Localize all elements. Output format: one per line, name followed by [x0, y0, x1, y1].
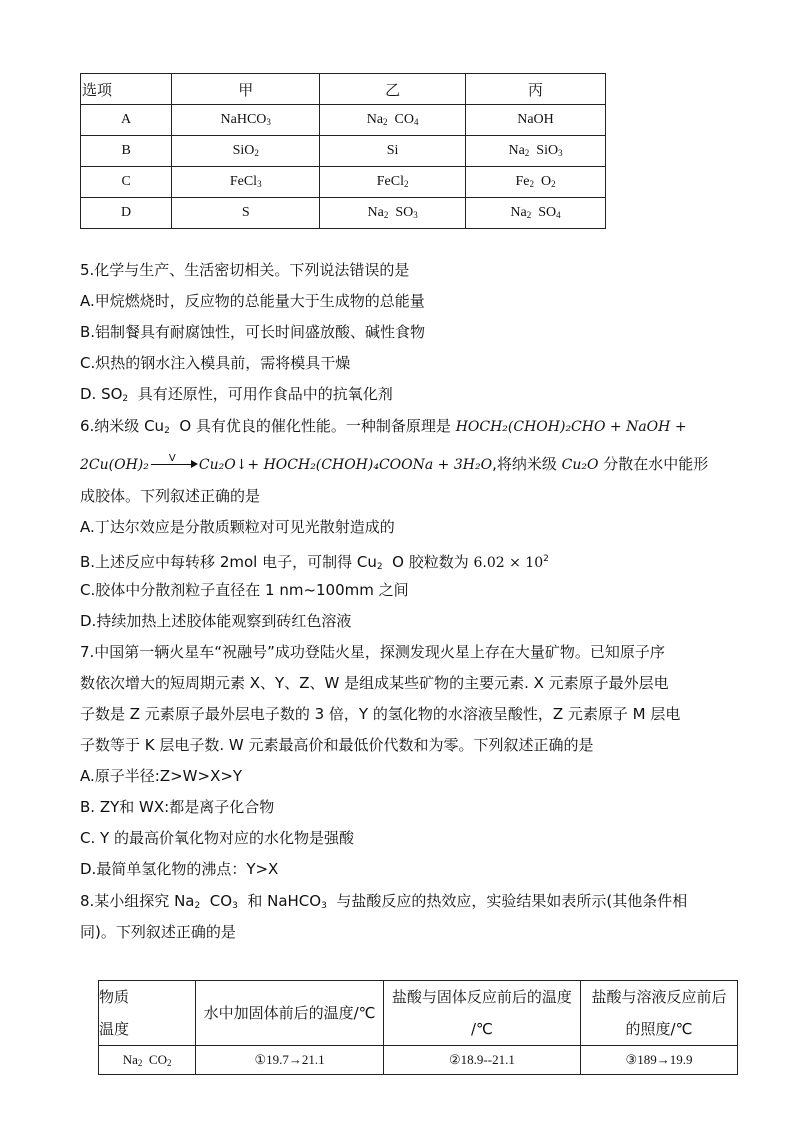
header-cell-acid-solution-temp: 盐酸与溶液反应前后 的照度/℃	[581, 981, 738, 1046]
q8-stem-line-2: 同)。下列叙述正确的是	[80, 923, 236, 941]
q7-stem-line-3: 子数是 Z 元素原子最外层电子数的 3 倍，Y 的氢化物的水溶液呈酸性，Z 元素原子 M 层电	[80, 705, 681, 723]
q7-option-b: B. ZY和 WX:都是离子化合物	[80, 798, 275, 816]
row-label: A	[81, 105, 172, 136]
formula-cell: NaHCO$_3$	[172, 105, 320, 136]
q5-option-d: D. $SO_2$ 具有还原性，可用作食品中的抗氧化剂	[80, 385, 393, 404]
q7-option-a: A.原子半径:Z>W>X>Y	[80, 767, 243, 785]
formula-cell: SiO$_2$	[172, 136, 320, 167]
formula-cell: Si	[320, 136, 466, 167]
q6-option-c: C.胶体中分散剂粒子直径在 1 nm~100mm 之间	[80, 581, 409, 599]
options-table-header	[81, 74, 606, 105]
formula-cell: $Na_2$ $SO_3$	[320, 198, 466, 229]
q5-option-c: C.炽热的钢水注入模具前，需将模具干燥	[80, 354, 351, 372]
formula-cell: $Na_2$ $SO_4$	[466, 198, 606, 229]
q6-option-b: B.上述反应中每转移 2mol 电子，可制得 $Cu_2$ O 胶粒数为 $6.02 \times 10^2$	[80, 553, 549, 572]
reaction-arrow-icon: V	[149, 455, 199, 475]
header-cell-water-temp: 水中加固体前后的温度/℃	[196, 981, 384, 1046]
row-label: C	[81, 167, 172, 198]
formula-cell: NaOH	[466, 105, 606, 136]
experiment-table	[98, 980, 738, 1075]
q7-option-d: D.最简单氢化物的沸点：Y>X	[80, 860, 279, 878]
q5-option-b: B.铝制餐具有耐腐蚀性，可长时间盛放酸、碱性食物	[80, 323, 426, 341]
formula-cell: $Na_2$ $CO_4$	[320, 105, 466, 136]
q6-option-d: D.持续加热上述胶体能观察到砖红色溶液	[80, 612, 352, 630]
formula-cell: FeCl$_2$	[320, 167, 466, 198]
value-cell: ③189→19.9	[581, 1046, 738, 1075]
q8-stem-line-1: 8.某小组探究 $Na_2$ $CO_3$ 和 NaHCO$_3$ 与盐酸反应的热效应，实验结果如表所示(其他条件相	[80, 892, 688, 911]
value-cell: ①19.7→21.1	[196, 1046, 384, 1075]
q7-stem-line-2: 数依次增大的短周期元素 X、Y、Z、W 是组成某些矿物的主要元素. X 元素原子最外层电	[80, 674, 669, 692]
q7-stem-line-1: 7.中国第一辆火星车“祝融号”成功登陆火星，探测发现火星上存在大量矿物。已知原子序	[80, 643, 665, 661]
header-cell-option: 选项	[81, 74, 172, 105]
reaction-equation-part-2: Cu₂O↓+ HOCH₂(CHOH)₄COONa + 3H₂O	[198, 457, 493, 473]
experiment-row-1	[99, 1046, 738, 1075]
header-cell-bing: 丙	[466, 74, 606, 105]
header-cell-jia: 甲	[172, 74, 320, 105]
options-row-c	[81, 167, 606, 198]
options-row-a	[81, 105, 606, 136]
formula-cell: $Fe_2$ $O_2$	[466, 167, 606, 198]
q6-option-a: A.丁达尔效应是分散质颗粒对可见光散射造成的	[80, 518, 395, 536]
header-cell-yi: 乙	[320, 74, 466, 105]
options-row-d	[81, 198, 606, 229]
formula-cell: $Na_2$ SiO$_3$	[466, 136, 606, 167]
q5-option-a: A.甲烷燃烧时，反应物的总能量大于生成物的总能量	[80, 292, 425, 310]
substance-cell: $Na_2$ $CO_2$	[99, 1046, 196, 1075]
header-cell-substance: 物质 温度	[99, 981, 196, 1046]
formula-cell: S	[172, 198, 320, 229]
header-cell-acid-solid-temp: 盐酸与固体反应前后的温度 /℃	[383, 981, 580, 1046]
q6-stem-line-2: 2Cu(OH)₂ V Cu₂O↓+ HOCH₂(CHOH)₄COONa + 3H₂O,将纳米级 Cu₂O 分散在水中能形	[80, 452, 709, 473]
q7-option-c: C. Y 的最高价氧化物对应的水化物是强酸	[80, 829, 354, 847]
experiment-table-header	[99, 981, 738, 1046]
q6-stem-line-3: 成胶体。下列叙述正确的是	[80, 487, 261, 505]
q6-stem-line-1: 6.纳米级 $Cu_2$ O 具有优良的催化性能。一种制备原理是 HOCH₂(CHOH)₂CHO + NaOH +	[80, 417, 687, 436]
options-table	[80, 73, 606, 229]
row-label: B	[81, 136, 172, 167]
q5-stem: 5.化学与生产、生活密切相关。下列说法错误的是	[80, 261, 410, 279]
row-label: D	[81, 198, 172, 229]
options-row-b	[81, 136, 606, 167]
reaction-equation-part-1: HOCH₂(CHOH)₂CHO + NaOH +	[455, 419, 687, 435]
formula-cell: FeCl$_3$	[172, 167, 320, 198]
q7-stem-line-4: 子数等于 K 层电子数. W 元素最高价和最低价代数和为零。下列叙述正确的是	[80, 736, 594, 754]
value-cell: ②18.9--21.1	[383, 1046, 580, 1075]
